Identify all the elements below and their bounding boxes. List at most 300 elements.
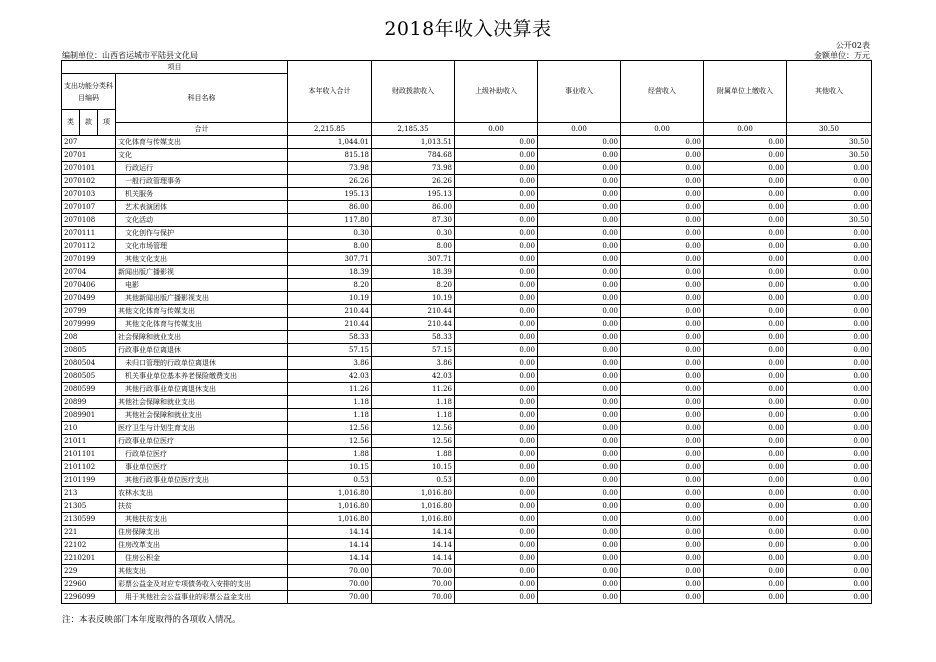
header-func-code: 支出功能分类科目编码 — [62, 74, 116, 110]
row-value: 0.00 — [787, 461, 872, 474]
row-subject-name: 艺术表演团体 — [116, 201, 288, 214]
row-value: 0.00 — [621, 409, 704, 422]
row-value: 30.50 — [787, 214, 872, 227]
total-value: 2,185.35 — [372, 123, 455, 136]
row-code: 229 — [62, 565, 116, 578]
row-value: 0.00 — [787, 435, 872, 448]
row-value: 1,016.80 — [288, 513, 372, 526]
row-value: 0.00 — [704, 292, 787, 305]
row-value: 1.88 — [288, 448, 372, 461]
table-row — [62, 136, 872, 149]
row-subject-name: 其他文化体育与传媒支出 — [116, 305, 288, 318]
row-value: 0.00 — [787, 409, 872, 422]
table-row — [62, 474, 872, 487]
row-value: 0.00 — [787, 500, 872, 513]
table-row — [62, 344, 872, 357]
row-value: 0.00 — [787, 331, 872, 344]
row-subject-name: 行政运行 — [116, 162, 288, 175]
row-subject-name: 社会保障和就业支出 — [116, 331, 288, 344]
row-value: 0.00 — [704, 318, 787, 331]
row-value: 0.00 — [621, 526, 704, 539]
row-value: 0.00 — [538, 513, 621, 526]
row-value: 0.00 — [621, 500, 704, 513]
row-subject-name: 机关服务 — [116, 188, 288, 201]
table-row — [62, 487, 872, 500]
table-row — [62, 279, 872, 292]
row-value: 0.00 — [704, 422, 787, 435]
row-value: 0.00 — [538, 318, 621, 331]
row-value: 0.00 — [704, 240, 787, 253]
total-value: 0.00 — [621, 123, 704, 136]
row-code: 21305 — [62, 500, 116, 513]
row-value: 0.00 — [787, 513, 872, 526]
table-row — [62, 227, 872, 240]
row-value: 0.00 — [704, 513, 787, 526]
row-value: 0.00 — [455, 526, 538, 539]
row-value: 30.50 — [787, 149, 872, 162]
row-value: 0.00 — [704, 266, 787, 279]
row-value: 0.00 — [538, 370, 621, 383]
row-value: 30.50 — [787, 136, 872, 149]
row-value: 784.68 — [372, 149, 455, 162]
table-row — [62, 591, 872, 604]
row-value: 0.00 — [621, 578, 704, 591]
row-value: 0.00 — [704, 500, 787, 513]
row-value: 0.00 — [704, 435, 787, 448]
row-value: 86.00 — [288, 201, 372, 214]
row-value: 0.00 — [538, 305, 621, 318]
row-value: 0.00 — [787, 448, 872, 461]
row-value: 0.00 — [455, 357, 538, 370]
row-value: 0.00 — [538, 474, 621, 487]
row-value: 0.00 — [455, 175, 538, 188]
unit-label: 编制单位：山西省运城市平陆县文化局 — [62, 51, 198, 60]
total-value: 0.00 — [704, 123, 787, 136]
row-value: 0.00 — [538, 188, 621, 201]
row-value: 0.00 — [455, 448, 538, 461]
row-value: 0.00 — [455, 305, 538, 318]
row-value: 0.00 — [787, 344, 872, 357]
table-row — [62, 383, 872, 396]
row-value: 0.00 — [621, 474, 704, 487]
row-value: 1,016.80 — [288, 500, 372, 513]
row-value: 11.26 — [288, 383, 372, 396]
row-value: 0.00 — [704, 136, 787, 149]
row-value: 0.00 — [704, 487, 787, 500]
row-value: 1,016.80 — [372, 487, 455, 500]
row-subject-name: 文化市场管理 — [116, 240, 288, 253]
row-value: 0.00 — [455, 266, 538, 279]
table-row — [62, 513, 872, 526]
row-value: 0.00 — [455, 227, 538, 240]
row-code: 20701 — [62, 149, 116, 162]
row-value: 0.00 — [704, 253, 787, 266]
row-subject-name: 文化活动 — [116, 214, 288, 227]
row-subject-name: 扶贫 — [116, 500, 288, 513]
row-subject-name: 住房改革支出 — [116, 539, 288, 552]
row-subject-name: 其他扶贫支出 — [116, 513, 288, 526]
row-value: 1.88 — [372, 448, 455, 461]
table-row — [62, 552, 872, 565]
row-value: 0.00 — [621, 357, 704, 370]
row-value: 0.00 — [704, 331, 787, 344]
row-value: 1,016.80 — [288, 487, 372, 500]
row-code: 207 — [62, 136, 116, 149]
row-value: 0.00 — [621, 422, 704, 435]
row-value: 0.00 — [538, 240, 621, 253]
row-value: 70.00 — [372, 578, 455, 591]
row-value: 70.00 — [288, 591, 372, 604]
row-value: 0.00 — [538, 227, 621, 240]
row-value: 1.18 — [288, 409, 372, 422]
row-value: 0.00 — [787, 552, 872, 565]
row-value: 12.56 — [288, 422, 372, 435]
row-value: 0.00 — [787, 396, 872, 409]
row-value: 0.00 — [455, 149, 538, 162]
row-value: 0.00 — [621, 162, 704, 175]
table-row — [62, 370, 872, 383]
row-value: 0.00 — [538, 266, 621, 279]
row-value: 210.44 — [372, 305, 455, 318]
row-value: 0.00 — [538, 539, 621, 552]
row-value: 0.00 — [704, 578, 787, 591]
row-value: 117.80 — [288, 214, 372, 227]
row-value: 26.26 — [288, 175, 372, 188]
row-code: 2101199 — [62, 474, 116, 487]
total-value: 0.00 — [455, 123, 538, 136]
row-value: 0.00 — [455, 422, 538, 435]
table-row — [62, 565, 872, 578]
row-subject-name: 一般行政管理事务 — [116, 175, 288, 188]
row-value: 0.00 — [787, 383, 872, 396]
row-value: 0.30 — [288, 227, 372, 240]
row-value: 0.00 — [704, 357, 787, 370]
row-value: 0.00 — [538, 214, 621, 227]
row-value: 0.00 — [704, 344, 787, 357]
table-row — [62, 292, 872, 305]
row-value: 1,016.80 — [372, 513, 455, 526]
row-value: 0.00 — [538, 409, 621, 422]
row-value: 0.00 — [621, 591, 704, 604]
row-value: 0.00 — [787, 227, 872, 240]
table-row — [62, 240, 872, 253]
row-value: 0.00 — [704, 162, 787, 175]
row-value: 73.98 — [372, 162, 455, 175]
row-value: 0.00 — [704, 305, 787, 318]
row-value: 0.00 — [621, 565, 704, 578]
total-row — [62, 123, 872, 136]
row-value: 3.86 — [372, 357, 455, 370]
row-value: 0.00 — [455, 539, 538, 552]
table-row — [62, 253, 872, 266]
row-value: 18.39 — [288, 266, 372, 279]
row-value: 0.00 — [455, 487, 538, 500]
table-row — [62, 357, 872, 370]
row-value: 0.00 — [621, 461, 704, 474]
row-subject-name: 文化创作与保护 — [116, 227, 288, 240]
row-subject-name: 事业单位医疗 — [116, 461, 288, 474]
row-value: 0.00 — [538, 578, 621, 591]
row-value: 14.14 — [288, 539, 372, 552]
row-value: 70.00 — [288, 565, 372, 578]
row-value: 0.00 — [538, 396, 621, 409]
row-subject-name: 机关事业单位基本养老保险缴费支出 — [116, 370, 288, 383]
row-value: 0.00 — [621, 149, 704, 162]
row-value: 0.00 — [704, 552, 787, 565]
row-value: 0.00 — [455, 383, 538, 396]
row-value: 0.30 — [372, 227, 455, 240]
row-code: 2070112 — [62, 240, 116, 253]
row-value: 0.00 — [538, 565, 621, 578]
row-code: 2210201 — [62, 552, 116, 565]
row-value: 0.00 — [538, 422, 621, 435]
header-col-1: 本年收入合计 — [288, 61, 372, 123]
header-col-7: 其他收入 — [787, 61, 872, 123]
row-value: 0.00 — [455, 214, 538, 227]
table-row — [62, 539, 872, 552]
row-value: 0.00 — [538, 435, 621, 448]
row-value: 3.86 — [288, 357, 372, 370]
row-subject-name: 电影 — [116, 279, 288, 292]
row-code: 2070103 — [62, 188, 116, 201]
row-code: 213 — [62, 487, 116, 500]
row-value: 0.00 — [455, 279, 538, 292]
row-value: 87.30 — [372, 214, 455, 227]
row-value: 0.00 — [538, 292, 621, 305]
row-value: 0.00 — [538, 279, 621, 292]
row-code: 221 — [62, 526, 116, 539]
row-code: 2070199 — [62, 253, 116, 266]
row-value: 57.15 — [288, 344, 372, 357]
row-value: 0.00 — [621, 513, 704, 526]
row-subject-name: 其他文化体育与传媒支出 — [116, 318, 288, 331]
row-subject-name: 行政事业单位医疗 — [116, 435, 288, 448]
row-value: 70.00 — [372, 565, 455, 578]
row-value: 0.00 — [621, 279, 704, 292]
row-value: 0.00 — [704, 591, 787, 604]
row-value: 0.00 — [787, 266, 872, 279]
row-code: 2070107 — [62, 201, 116, 214]
row-value: 8.20 — [372, 279, 455, 292]
row-code: 2070108 — [62, 214, 116, 227]
total-label: 合计 — [116, 123, 288, 136]
row-value: 0.00 — [787, 253, 872, 266]
row-value: 0.00 — [455, 565, 538, 578]
row-code: 20799 — [62, 305, 116, 318]
row-value: 14.14 — [288, 552, 372, 565]
row-value: 70.00 — [288, 578, 372, 591]
table-row — [62, 396, 872, 409]
row-subject-name: 行政事业单位离退休 — [116, 344, 288, 357]
row-value: 14.14 — [372, 526, 455, 539]
row-value: 0.00 — [455, 136, 538, 149]
row-code: 2080504 — [62, 357, 116, 370]
row-value: 210.44 — [288, 305, 372, 318]
table-row — [62, 175, 872, 188]
row-value: 0.00 — [787, 240, 872, 253]
header-col-5: 经营收入 — [621, 61, 704, 123]
row-code: 2080505 — [62, 370, 116, 383]
header-col-4: 事业收入 — [538, 61, 621, 123]
row-value: 0.00 — [621, 188, 704, 201]
row-value: 0.00 — [621, 266, 704, 279]
row-value: 0.00 — [538, 253, 621, 266]
row-subject-name: 医疗卫生与计划生育支出 — [116, 422, 288, 435]
row-value: 14.14 — [372, 539, 455, 552]
row-value: 0.00 — [455, 513, 538, 526]
row-value: 0.00 — [538, 591, 621, 604]
row-value: 0.00 — [455, 318, 538, 331]
row-value: 0.00 — [621, 344, 704, 357]
row-value: 0.00 — [621, 175, 704, 188]
row-value: 0.00 — [621, 331, 704, 344]
row-subject-name: 未归口管理的行政单位离退休 — [116, 357, 288, 370]
row-value: 0.00 — [455, 578, 538, 591]
row-value: 0.00 — [704, 461, 787, 474]
total-value: 2,215.85 — [288, 123, 372, 136]
row-value: 0.00 — [538, 344, 621, 357]
row-value: 0.00 — [704, 565, 787, 578]
row-value: 0.00 — [455, 370, 538, 383]
row-value: 0.00 — [704, 383, 787, 396]
row-value: 0.00 — [621, 383, 704, 396]
header-col-6: 附属单位上缴收入 — [704, 61, 787, 123]
row-value: 0.00 — [538, 162, 621, 175]
row-subject-name: 新闻出版广播影视 — [116, 266, 288, 279]
page-title: 2018年收入决算表 — [384, 18, 552, 40]
row-code: 2089901 — [62, 409, 116, 422]
row-value: 0.00 — [538, 383, 621, 396]
row-value: 0.00 — [621, 214, 704, 227]
row-subject-name: 行政单位医疗 — [116, 448, 288, 461]
row-subject-name: 住房公积金 — [116, 552, 288, 565]
row-value: 0.00 — [704, 526, 787, 539]
row-value: 210.44 — [288, 318, 372, 331]
amount-unit: 金额单位：万元 — [814, 51, 870, 60]
row-value: 10.19 — [288, 292, 372, 305]
row-value: 42.03 — [288, 370, 372, 383]
table-row — [62, 422, 872, 435]
row-value: 0.53 — [288, 474, 372, 487]
row-value: 0.00 — [538, 500, 621, 513]
row-value: 195.13 — [288, 188, 372, 201]
row-value: 0.00 — [787, 175, 872, 188]
row-code: 2296099 — [62, 591, 116, 604]
row-subject-name: 其他新闻出版广播影视支出 — [116, 292, 288, 305]
row-subject-name: 农林水支出 — [116, 487, 288, 500]
row-value: 0.00 — [455, 591, 538, 604]
row-code: 2101101 — [62, 448, 116, 461]
row-value: 0.00 — [787, 578, 872, 591]
row-value: 0.53 — [372, 474, 455, 487]
row-value: 1,013.51 — [372, 136, 455, 149]
row-value: 815.18 — [288, 149, 372, 162]
row-value: 0.00 — [787, 487, 872, 500]
row-value: 0.00 — [621, 370, 704, 383]
row-value: 0.00 — [455, 240, 538, 253]
row-value: 0.00 — [704, 474, 787, 487]
table-row — [62, 162, 872, 175]
row-subject-name: 文化体育与传媒支出 — [116, 136, 288, 149]
row-code: 210 — [62, 422, 116, 435]
row-value: 0.00 — [455, 344, 538, 357]
row-code: 2130599 — [62, 513, 116, 526]
row-code: 2070499 — [62, 292, 116, 305]
row-value: 0.00 — [787, 318, 872, 331]
row-value: 57.15 — [372, 344, 455, 357]
row-value: 42.03 — [372, 370, 455, 383]
row-value: 0.00 — [704, 279, 787, 292]
row-value: 0.00 — [621, 539, 704, 552]
table-row — [62, 318, 872, 331]
row-value: 0.00 — [621, 318, 704, 331]
row-value: 0.00 — [704, 214, 787, 227]
row-value: 0.00 — [455, 292, 538, 305]
row-value: 0.00 — [621, 253, 704, 266]
row-value: 0.00 — [787, 370, 872, 383]
table-row — [62, 188, 872, 201]
row-value: 0.00 — [787, 591, 872, 604]
row-value: 1.18 — [372, 396, 455, 409]
row-value: 1.18 — [288, 396, 372, 409]
table-row — [62, 461, 872, 474]
row-code: 20704 — [62, 266, 116, 279]
row-code: 2079999 — [62, 318, 116, 331]
row-subject-name: 其他支出 — [116, 565, 288, 578]
row-value: 0.00 — [621, 240, 704, 253]
row-value: 0.00 — [704, 201, 787, 214]
header-xiang: 项 — [98, 110, 116, 136]
row-value: 0.00 — [455, 331, 538, 344]
table-row — [62, 305, 872, 318]
row-value: 0.00 — [621, 552, 704, 565]
row-subject-name: 其他社会保障和就业支出 — [116, 396, 288, 409]
row-value: 1.18 — [372, 409, 455, 422]
row-value: 14.14 — [372, 552, 455, 565]
row-value: 0.00 — [538, 448, 621, 461]
row-code: 22102 — [62, 539, 116, 552]
row-value: 58.33 — [372, 331, 455, 344]
table-row — [62, 578, 872, 591]
row-value: 0.00 — [621, 396, 704, 409]
total-value: 30.50 — [787, 123, 872, 136]
row-value: 0.00 — [538, 526, 621, 539]
table-row — [62, 435, 872, 448]
row-value: 0.00 — [621, 227, 704, 240]
row-value: 18.39 — [372, 266, 455, 279]
row-value: 0.00 — [704, 149, 787, 162]
row-value: 0.00 — [787, 357, 872, 370]
row-value: 307.71 — [372, 253, 455, 266]
row-value: 0.00 — [455, 409, 538, 422]
row-value: 0.00 — [621, 136, 704, 149]
row-value: 0.00 — [538, 175, 621, 188]
row-value: 12.56 — [288, 435, 372, 448]
row-code: 2080599 — [62, 383, 116, 396]
row-value: 0.00 — [621, 292, 704, 305]
row-subject-name: 住房保障支出 — [116, 526, 288, 539]
row-value: 0.00 — [455, 201, 538, 214]
header-row-1 — [62, 61, 872, 74]
row-value: 0.00 — [787, 526, 872, 539]
row-subject-name: 用于其他社会公益事业的彩票公益金支出 — [116, 591, 288, 604]
row-value: 0.00 — [621, 435, 704, 448]
row-code: 21011 — [62, 435, 116, 448]
row-value: 0.00 — [455, 474, 538, 487]
row-value: 0.00 — [787, 305, 872, 318]
row-code: 2070102 — [62, 175, 116, 188]
form-code: 公开02表 — [835, 41, 870, 50]
